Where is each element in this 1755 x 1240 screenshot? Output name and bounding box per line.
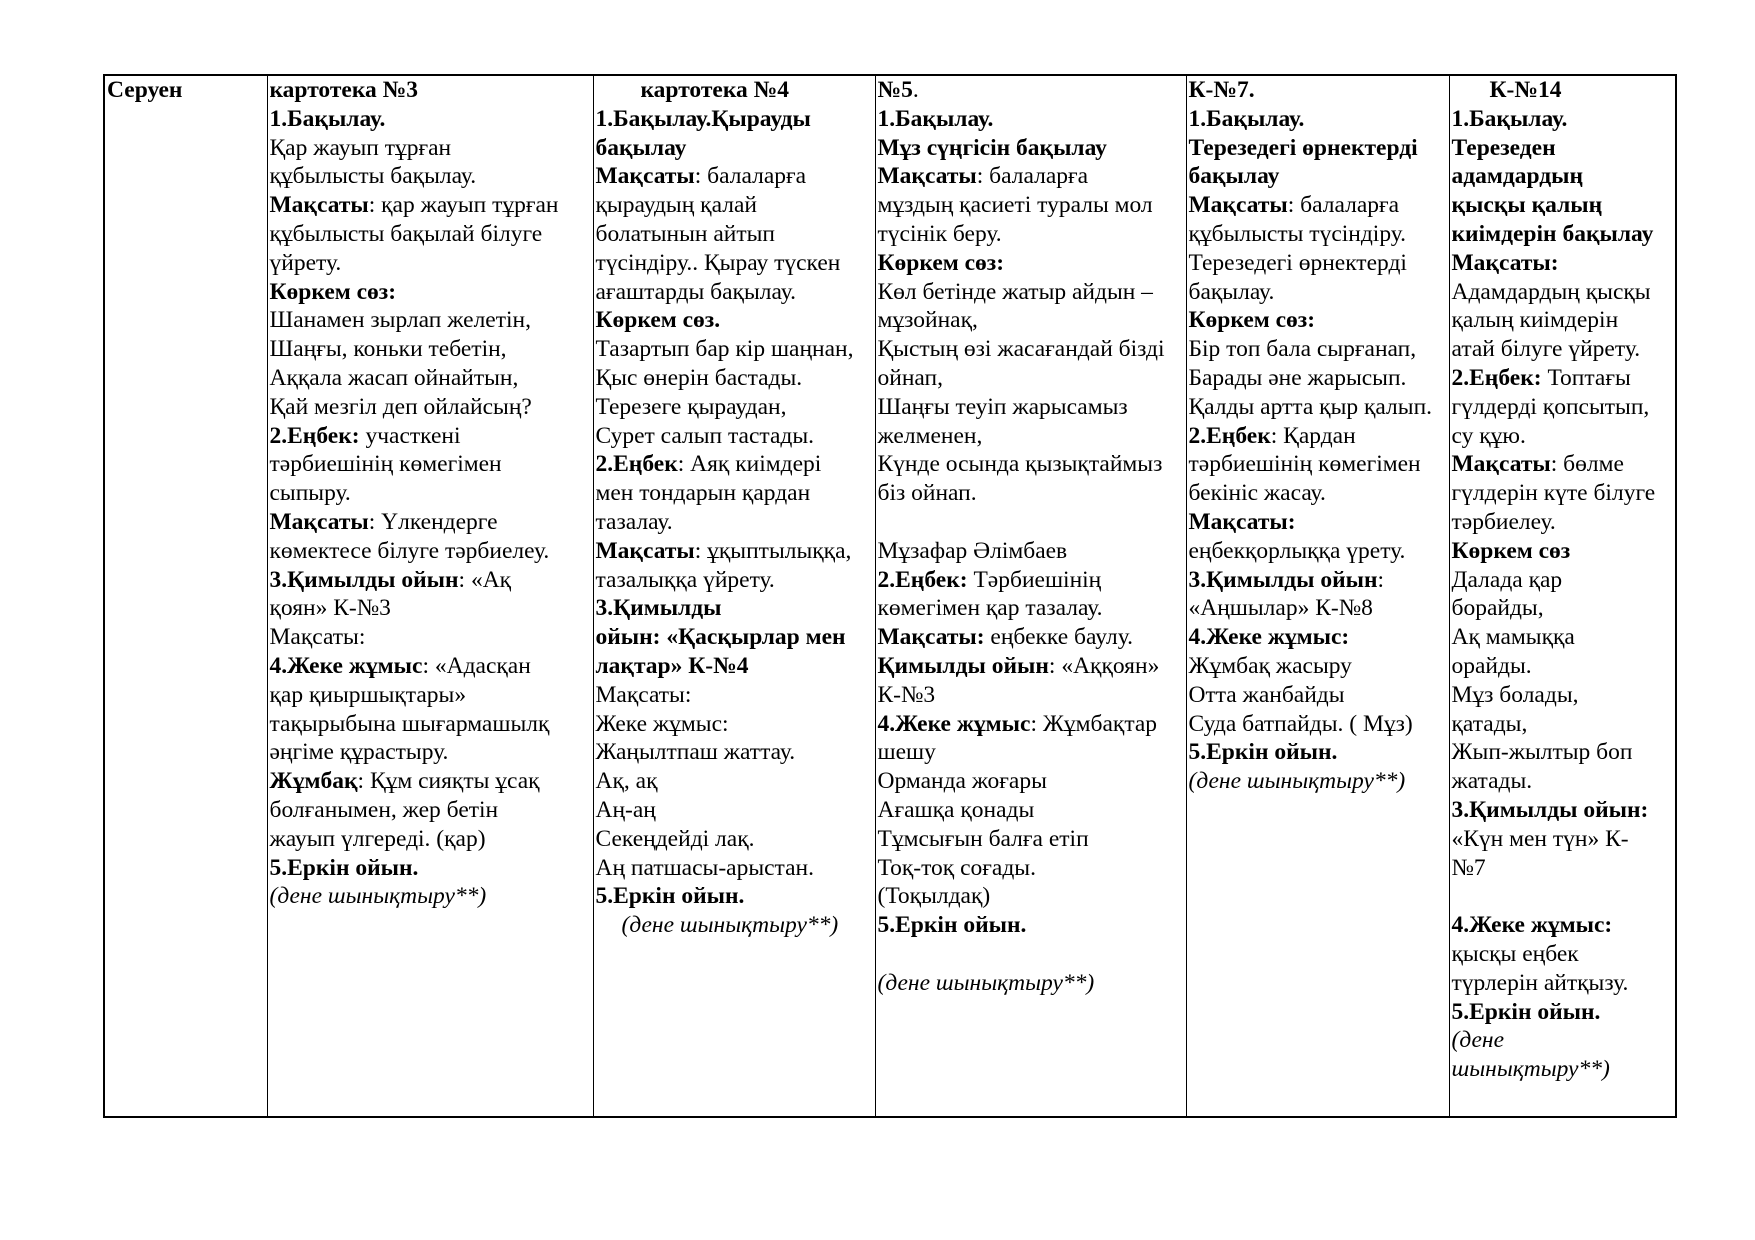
text-line: Ақ мамыққа [1451, 624, 1575, 651]
text-line: бекініс жасау. [1188, 480, 1326, 507]
text-line [878, 566, 1186, 595]
text-line: қысқы қалың [1451, 192, 1603, 219]
text-line: жауып үлгереді. (қар) [269, 825, 486, 852]
table-row [104, 75, 1676, 1117]
text-line: көмегімен қар тазалау. [877, 595, 1103, 622]
text-run: : Аяқ киімдері [677, 451, 822, 478]
text-line [1189, 422, 1449, 451]
text-line: (дене шынықтыру**) [621, 912, 839, 939]
text-line: Тоқ-тоқ соғады. [877, 854, 1036, 881]
text-line [270, 767, 593, 796]
text-line [878, 508, 1186, 537]
text-line: 1.Бақылау. [877, 105, 994, 132]
text-line: су құю. [1451, 422, 1526, 449]
text-line: біз ойнап. [877, 480, 977, 507]
text-line: 5.Еркін ойын. [1188, 739, 1338, 766]
text-line: мұздың қасиеті туралы мол [877, 192, 1153, 219]
plan-table [103, 74, 1677, 1118]
text-run: : Құм сияқты ұсақ [357, 768, 540, 795]
text-line: Жеке жұмыс: [595, 710, 729, 737]
text-line: қоян» К-№3 [269, 595, 391, 622]
text-run: : бөлме [1550, 451, 1624, 478]
bold-label: 2.Еңбек: [877, 566, 968, 593]
row-label-cell [104, 75, 267, 1117]
text-line: Аққала жасап ойнайтын, [269, 364, 519, 391]
bold-label: Мақсаты [269, 192, 369, 219]
text-line [270, 191, 593, 220]
text-line: Шаңғы теуіп жарысамыз [877, 393, 1128, 420]
column-cell [267, 75, 593, 1117]
text-line [270, 652, 593, 681]
text-line: Қалды артта қыр қалып. [1188, 393, 1433, 420]
text-line: 5.Еркін ойын. [1451, 998, 1601, 1025]
text-line: Қыс өнерін бастады. [595, 364, 803, 391]
text-line: Суда батпайды. ( Мұз) [1188, 710, 1413, 737]
text-line: гүлдерді қопсытып, [1451, 393, 1650, 420]
text-run: участкені [359, 422, 461, 449]
column-cell [1449, 75, 1676, 1117]
text-line: ағаштарды бақылау. [595, 278, 796, 305]
text-line: Бір топ бала сырғанап, [1188, 336, 1417, 363]
text-line: Көркем сөз [1451, 537, 1571, 564]
text-run: : «Аққоян» [1048, 652, 1160, 679]
text-line: бақылау [1188, 163, 1280, 190]
text-line [878, 162, 1186, 191]
bold-label: 3.Қимылды ойын [1188, 566, 1378, 593]
text-line [596, 162, 875, 191]
text-run: : «Ақ [458, 566, 512, 593]
text-line: Жұмбақ жасыру [1188, 652, 1352, 679]
text-line: гүлдерін күте білуге [1451, 480, 1656, 507]
text-line: лақтар» К-№4 [595, 652, 749, 679]
text-line: Мақсаты: [269, 624, 366, 651]
bold-label: 2.Еңбек [1188, 422, 1271, 449]
text-line: Көл бетінде жатыр айдын – [877, 278, 1153, 305]
bold-label: 4.Жеке жұмыс [877, 710, 1031, 737]
text-line: мұзойнақ, [877, 307, 978, 334]
text-line: ойнап, [877, 364, 943, 391]
text-line [878, 76, 1186, 105]
text-line: Көркем сөз. [595, 307, 721, 334]
column-cell [875, 75, 1186, 1117]
text-line: Көркем сөз: [1188, 307, 1316, 334]
text-line: 1.Бақылау. [1451, 105, 1568, 132]
text-line [878, 652, 1186, 681]
bold-label: 2.Еңбек: [269, 422, 360, 449]
bold-label: Қимылды ойын [877, 652, 1049, 679]
text-line: ойын: «Қасқырлар мен [595, 624, 846, 651]
text-line: түсінік беру. [877, 220, 1002, 247]
text-line: еңбекқорлыққа үрету. [1188, 537, 1406, 564]
text-line [1452, 882, 1676, 911]
text-line: тәрбиешінің көмегімен [269, 451, 502, 478]
text-line: Шаңғы, коньки тебетін, [269, 336, 507, 363]
bold-label: Мақсаты [1451, 451, 1551, 478]
text-line: Шанамен зырлап желетін, [269, 307, 531, 334]
text-line: атай білуге үйрету. [1451, 336, 1641, 363]
text-line: Қар жауып тұрған [269, 134, 452, 161]
text-line: киімдерін бақылау [1451, 220, 1654, 247]
text-line: құбылысты бақылай білуге [269, 220, 543, 247]
text-line: болатынын айтып [595, 220, 775, 247]
text-line: К-№3 [877, 681, 936, 708]
text-line: қатады, [1451, 710, 1528, 737]
text-line: орайды. [1451, 652, 1532, 679]
text-line: Көркем сөз: [269, 278, 397, 305]
text-line: қалың киімдерін [1451, 307, 1619, 334]
text-run: Тәрбиешінің [967, 566, 1102, 593]
text-line: шынықтыру**) [1451, 1056, 1610, 1083]
text-line: 1.Бақылау. [1188, 105, 1305, 132]
text-line: әңгіме құрастыру. [269, 739, 449, 766]
text-line: Орманда жоғары [877, 768, 1047, 795]
text-line: Ағашқа қонады [877, 796, 1035, 823]
text-line [1452, 364, 1676, 393]
text-line: 5.Еркін ойын. [595, 883, 745, 910]
text-line: адамдардың [1451, 163, 1584, 190]
column-cell [593, 75, 875, 1117]
bold-label: Мақсаты [269, 508, 369, 535]
text-run: : «Адасқан [422, 652, 531, 679]
text-line: «Аңшылар» К-№8 [1188, 595, 1373, 622]
column-cell [1186, 75, 1449, 1117]
text-line: К-№7. [1188, 77, 1255, 103]
text-line [596, 537, 875, 566]
bold-label: 2.Еңбек: [1451, 364, 1542, 391]
text-line: мен тондарын қардан [595, 480, 811, 507]
text-line: түсіндіру.. Қырау түскен [595, 249, 841, 276]
text-line: картотека №3 [269, 77, 419, 103]
text-line: Терезеден [1451, 134, 1556, 161]
text-line: Ақ, ақ [595, 768, 658, 795]
text-line: Қай мезгіл деп ойлайсың? [269, 393, 532, 420]
text-run: : Жұмбақтар [1030, 710, 1158, 737]
bold-label: 3.Қимылды ойын [269, 566, 459, 593]
text-line: желменен, [877, 422, 983, 449]
text-line: К-№14 [1489, 77, 1562, 103]
text-line [878, 710, 1186, 739]
text-line: Күнде осында қызықтаймыз [877, 451, 1163, 478]
text-line: Далада қар [1451, 566, 1563, 593]
text-line: 4.Жеке жұмыс: [1188, 624, 1350, 651]
text-line [270, 422, 593, 451]
text-line: Жаңылтпаш жаттау. [595, 739, 796, 766]
text-line [1189, 191, 1449, 220]
text-run: : балаларға [694, 163, 807, 190]
text-line: Терезедегі өрнектерді [1188, 134, 1418, 161]
text-line [878, 623, 1186, 652]
text-line: Тұмсығын балға етіп [877, 825, 1089, 852]
text-line: борайды, [1451, 595, 1544, 622]
text-line: Адамдардың қысқы [1451, 278, 1651, 305]
text-line: №7 [1451, 854, 1486, 881]
text-line: (дене шынықтыру**) [269, 883, 487, 910]
text-line: бақылау [595, 134, 687, 161]
text-line: 3.Қимылды [595, 595, 722, 622]
text-run: : балаларға [1287, 192, 1400, 219]
text-line: Мұзафар Әлімбаев [877, 537, 1068, 564]
text-line: Тазартып бар кір шаңнан, [595, 336, 854, 363]
text-line: болғанымен, жер бетін [269, 796, 499, 823]
text-line: Терезеге қыраудан, [595, 393, 787, 420]
text-run: : Үлкендерге [368, 508, 498, 535]
text-line: жатады. [1451, 768, 1533, 795]
text-line: сыпыру. [269, 480, 351, 507]
text-line: 1.Бақылау.Қырауды [595, 105, 811, 132]
text-line: 1.Бақылау. [269, 105, 386, 132]
bold-label: Мақсаты [595, 537, 695, 564]
text-line: Мұз сүңгісін бақылау [877, 134, 1107, 161]
text-line: Барады әне жарысып. [1188, 364, 1407, 391]
text-line [270, 508, 593, 537]
text-run: : Қардан [1270, 422, 1356, 449]
text-line: шешу [877, 739, 936, 766]
text-run: Топтағы [1541, 364, 1631, 391]
text-line: Аң патшасы-арыстан. [595, 854, 814, 881]
text-line: Сурет салып тастады. [595, 422, 815, 449]
text-line: қар қиыршықтары» [269, 681, 467, 708]
text-line: (дене шынықтыру**) [877, 969, 1095, 996]
bold-label: Мақсаты: [877, 624, 985, 651]
text-line: Көркем сөз: [877, 249, 1005, 276]
text-line: Секеңдейді лақ. [595, 825, 755, 852]
text-line: Терезедегі өрнектерді [1188, 249, 1407, 276]
text-line [596, 450, 875, 479]
text-line: 5.Еркін ойын. [269, 854, 419, 881]
text-line: құбылысты түсіндіру. [1188, 220, 1407, 247]
text-line: Мақсаты: [1451, 249, 1559, 276]
text-run: : [1377, 566, 1385, 593]
text-line: құбылысты бақылау. [269, 163, 477, 190]
text-line: «Күн мен түн» К- [1451, 825, 1629, 852]
text-line: (Тоқылдақ) [877, 883, 991, 910]
text-line: тазалыққа үйрету. [595, 566, 775, 593]
bold-label: 4.Жеке жұмыс [269, 652, 423, 679]
text-run: : қар жауып тұрған [368, 192, 559, 219]
bold-label: 2.Еңбек [595, 451, 678, 478]
text-line [1189, 566, 1449, 595]
text-line: картотека №4 [640, 77, 790, 103]
row-label: Серуен [107, 77, 183, 103]
text-line: Мақсаты: [595, 681, 692, 708]
text-line: тәрбиешінің көмегімен [1188, 451, 1421, 478]
text-line: Отта жанбайды [1188, 681, 1345, 708]
text-line: Мақсаты: [1188, 508, 1296, 535]
text-line: 4.Жеке жұмыс: [1451, 912, 1613, 939]
text-run: : ұқыптылыққа, [694, 537, 852, 564]
text-line: 3.Қимылды ойын: [1451, 796, 1649, 823]
text-line [878, 940, 1186, 969]
text-run: . [912, 77, 919, 103]
bold-label: Мақсаты [595, 163, 695, 190]
text-line: 5.Еркін ойын. [877, 912, 1027, 939]
text-line: (дене [1451, 1027, 1505, 1054]
bold-label: Мақсаты [877, 163, 977, 190]
text-line [270, 566, 593, 595]
text-run: : балаларға [976, 163, 1089, 190]
bold-label: №5 [877, 77, 913, 103]
bold-label: Жұмбақ [269, 768, 358, 795]
text-line: Қыстың өзі жасағандай бізді [877, 336, 1165, 363]
text-line: көмектесе білуге тәрбиелеу. [269, 537, 550, 564]
text-line [1452, 450, 1676, 479]
text-line: тәрбиелеу. [1451, 508, 1556, 535]
text-line: бақылау. [1188, 278, 1275, 305]
text-line: қысқы еңбек [1451, 940, 1579, 967]
text-line: қыраудың қалай [595, 192, 757, 219]
text-line: Жып-жылтыр боп [1451, 739, 1633, 766]
text-line: (дене шынықтыру**) [1188, 768, 1406, 795]
text-line: тазалау. [595, 508, 673, 535]
text-line: Аң-аң [595, 796, 656, 823]
bold-label: Мақсаты [1188, 192, 1288, 219]
text-line: Мұз болады, [1451, 681, 1579, 708]
text-line: тақырыбына шығармашылқ [269, 710, 550, 737]
text-run: еңбекке баулу. [984, 624, 1133, 651]
text-line: үйрету. [269, 249, 342, 276]
text-line: түрлерін айтқызу. [1451, 969, 1629, 996]
